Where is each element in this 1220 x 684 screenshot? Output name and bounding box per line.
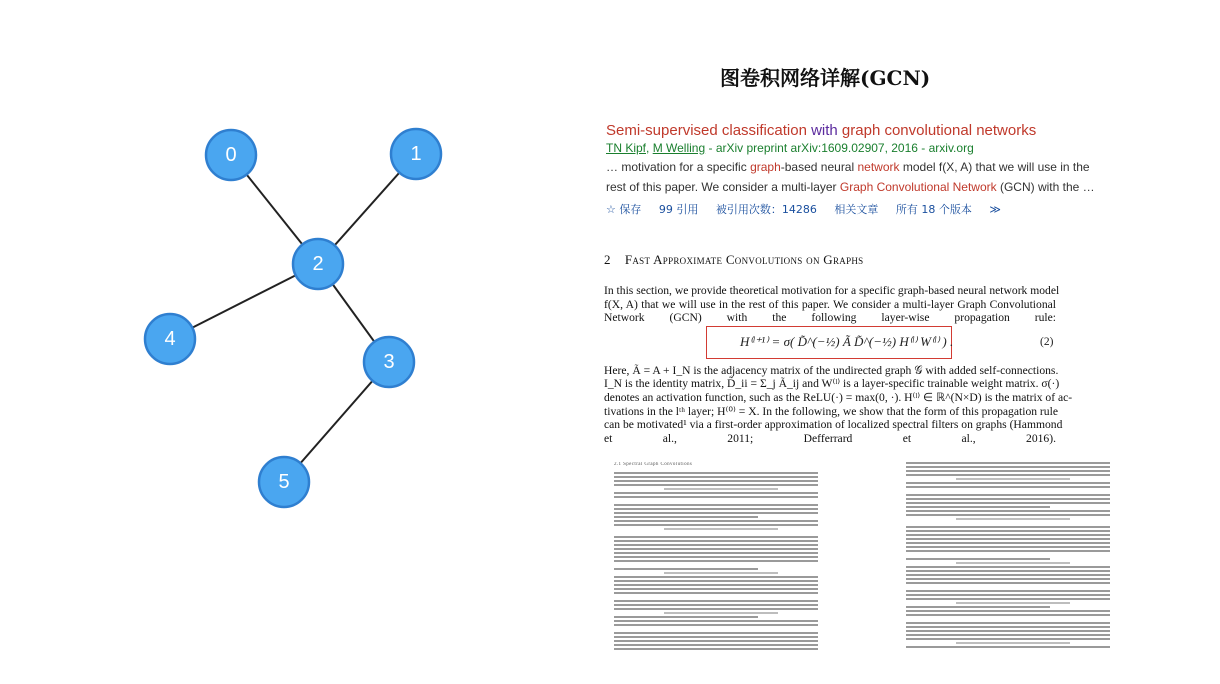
thumbnail-line — [614, 624, 818, 626]
graph-node-label: 0 — [225, 144, 237, 166]
cite-button[interactable]: 99 引用 — [658, 203, 699, 216]
thumbnail-line — [906, 550, 1110, 552]
thumbnail-line — [956, 478, 1070, 480]
thumbnail-line — [614, 584, 818, 586]
graph-node-0 — [206, 130, 256, 180]
thumbnail-line — [956, 562, 1070, 564]
thumbnail-line — [614, 520, 818, 522]
propagation-equation: H⁽ˡ⁺¹⁾ = σ( D̃^(−½) Ã D̃^(−½) H⁽ˡ⁾ W⁽ˡ⁾ ) . — [740, 334, 954, 349]
thumbnail-line — [906, 574, 1110, 576]
thumbnail-line — [906, 558, 1050, 560]
result-source: - arXiv preprint arXiv:1609.02907, 2016 - arxiv.org — [705, 141, 974, 155]
graph-diagram — [0, 0, 600, 684]
result-title-part1[interactable]: Semi-supervised classification — [606, 122, 812, 139]
graph-node-label: 3 — [383, 351, 395, 373]
thumbnail-line — [614, 604, 818, 606]
thumbnail-line — [906, 462, 1110, 464]
graph-node-4 — [145, 314, 195, 364]
thumbnail-line — [906, 594, 1110, 596]
thumbnail-line — [906, 626, 1110, 628]
paragraph-2-line: can be motivated¹ via a first-order approximation of localized spectral filters on graphs (Hammond — [604, 418, 1063, 432]
thumbnail-line — [664, 612, 778, 614]
paper-thumbnail-left — [614, 462, 818, 654]
page-title: 图卷积网络详解(GCN) — [720, 66, 931, 90]
thumbnail-line — [906, 634, 1110, 636]
thumbnail-line — [906, 486, 1110, 488]
section-title: Fast Approximate Convolutions on Graphs — [624, 252, 864, 267]
thumbnail-heading: 2.1 Spectral Graph Convolutions — [614, 462, 693, 467]
thumbnail-line — [906, 466, 1110, 468]
thumbnail-line — [906, 514, 1110, 516]
section-number: 2 — [604, 252, 611, 267]
thumbnail-line — [906, 510, 1110, 512]
paragraph-1-line: Network (GCN) with the following layer-wise propagation rule: — [604, 311, 1056, 325]
result-meta: TN Kipf, M Welling - arXiv preprint arXiv:1609.02907, 2016 - arxiv.org — [606, 141, 974, 155]
thumbnail-line — [614, 484, 818, 486]
thumbnail-line — [614, 556, 818, 558]
paragraph-1-line: f(X, A) that we will use in the rest of this paper. We consider a multi-layer Graph Convolutional — [604, 297, 1056, 311]
snippet-text: -based neural — [780, 160, 858, 174]
thumbnail-line — [614, 544, 818, 546]
thumbnail-line — [906, 474, 1110, 476]
graph-node-label: 2 — [312, 253, 324, 275]
snippet-highlight: Graph Convolutional Network — [839, 180, 997, 194]
snippet-text: rest of this paper. We consider a multi-layer — [606, 180, 840, 194]
thumbnail-line — [906, 590, 1110, 592]
thumbnail-line — [614, 608, 818, 610]
graph-node-label: 5 — [278, 471, 290, 493]
graph-edges — [170, 154, 416, 482]
paper-paragraph-1 — [604, 284, 1060, 325]
thumbnail-line — [614, 648, 818, 650]
paragraph-2-line: tivations in the lᵗʰ layer; H⁽⁰⁾ = X. In the following, we show that the form of this propagation rule — [604, 404, 1058, 418]
thumbnail-line — [614, 640, 818, 642]
thumbnail-line — [906, 638, 1110, 640]
thumbnail-line — [906, 494, 1110, 496]
thumbnail-line — [906, 526, 1110, 528]
thumbnail-line — [956, 642, 1070, 644]
thumbnail-line — [906, 630, 1110, 632]
thumbnail-line — [906, 622, 1110, 624]
thumbnail-line — [906, 606, 1050, 608]
result-title-part2[interactable]: with — [811, 122, 838, 139]
thumbnail-line — [906, 582, 1110, 584]
thumbnail-line — [614, 600, 818, 602]
graph-node-1 — [391, 129, 441, 179]
result-actions — [606, 201, 1076, 217]
thumbnail-line — [906, 482, 1110, 484]
thumbnail-line — [614, 476, 818, 478]
snippet-text: (GCN) with the … — [996, 180, 1095, 194]
thumbnail-line — [614, 568, 758, 570]
paragraph-1-line: In this section, we provide theoretical motivation for a specific graph-based neural network model — [604, 284, 1060, 297]
thumbnail-line — [614, 636, 818, 638]
snippet-text: … motivation for a specific — [606, 160, 751, 174]
thumbnail-line — [614, 588, 818, 590]
thumbnail-line — [906, 530, 1110, 532]
graph-node-label: 4 — [164, 328, 176, 350]
thumbnail-line — [906, 646, 1110, 648]
related-articles-link[interactable]: 相关文章 — [834, 203, 879, 216]
thumbnail-line — [614, 508, 818, 510]
paragraph-2-line: et al., 2011; Defferrard et al., 2016). — [604, 431, 1056, 445]
paragraph-2-line: I_N is the identity matrix, D̃_ii = Σ_j Ã_ij and W⁽ˡ⁾ is a layer-specific trainable weight matrix. σ(·) — [604, 377, 1060, 391]
thumbnail-line — [906, 470, 1110, 472]
thumbnail-line — [906, 546, 1110, 548]
thumbnail-line — [614, 472, 818, 474]
thumbnail-line — [906, 570, 1110, 572]
thumbnail-line — [906, 610, 1110, 612]
author-link-kipf[interactable]: TN Kipf — [606, 141, 647, 155]
thumbnail-line — [614, 620, 818, 622]
thumbnail-line — [614, 580, 818, 582]
graph-node-3 — [364, 337, 414, 387]
thumbnail-line — [664, 488, 778, 490]
paper-thumbnail-right — [906, 462, 1110, 654]
thumbnail-line — [614, 644, 818, 646]
thumbnail-line — [614, 524, 818, 526]
thumbnail-line — [906, 534, 1110, 536]
result-title[interactable] — [606, 122, 1076, 139]
thumbnail-line — [664, 572, 778, 574]
thumbnail-line — [614, 480, 818, 482]
result-title-part3[interactable]: graph convolutional networks — [837, 122, 1037, 139]
thumbnail-line — [906, 578, 1110, 580]
result-snippet-line1 — [606, 159, 1090, 175]
more-icon[interactable]: ≫ — [989, 203, 1001, 216]
result-snippet-line2 — [606, 179, 1095, 195]
snippet-text: model f(X, A) that we will use in the — [899, 160, 1090, 174]
thumbnail-line — [906, 614, 1110, 616]
all-versions-link[interactable]: 所有 18 个版本 — [895, 203, 972, 216]
thumbnail-line — [614, 552, 818, 554]
thumbnail-line — [906, 566, 1110, 568]
thumbnail-text-lines — [906, 462, 1110, 654]
thumbnail-line — [614, 504, 818, 506]
save-button[interactable]: ☆ 保存 — [606, 203, 642, 216]
thumbnail-line — [614, 548, 818, 550]
paper-paragraph-2 — [604, 363, 1073, 446]
thumbnail-line — [614, 540, 818, 542]
thumbnail-line — [906, 498, 1110, 500]
thumbnail-line — [906, 502, 1110, 504]
thumbnail-line — [614, 492, 818, 494]
thumbnail-line — [614, 496, 818, 498]
thumbnail-line — [956, 518, 1070, 520]
thumbnail-line — [956, 602, 1070, 604]
graph-nodes — [145, 129, 441, 507]
thumbnail-line — [906, 538, 1110, 540]
thumbnail-line — [906, 542, 1110, 544]
thumbnail-line — [614, 592, 818, 594]
cited-by-link[interactable]: 被引用次数：14286 — [715, 203, 817, 216]
thumbnail-line — [614, 616, 758, 618]
thumbnail-line — [614, 560, 818, 562]
thumbnail-line — [906, 506, 1050, 508]
thumbnail-line — [614, 512, 818, 514]
paragraph-2-line: denotes an activation function, such as the ReLU(·) = max(0, ·). H⁽ˡ⁾ ∈ ℝ^(N×D) is the matrix of ac- — [604, 390, 1073, 404]
thumbnail-line — [614, 516, 758, 518]
graph-node-2 — [293, 239, 343, 289]
snippet-highlight: graph — [750, 160, 781, 174]
thumbnail-line — [906, 598, 1110, 600]
thumbnail-line — [614, 536, 818, 538]
thumbnail-line — [614, 632, 818, 634]
graph-node-5 — [259, 457, 309, 507]
scholar-result — [606, 122, 1095, 217]
thumbnail-line — [614, 576, 818, 578]
graph-node-label: 1 — [410, 143, 422, 165]
thumbnail-line — [664, 528, 778, 530]
snippet-highlight: network — [857, 160, 900, 174]
paragraph-2-line: Here, Ã = A + I_N is the adjacency matrix of the undirected graph 𝒢 with added self-connections. — [604, 363, 1059, 377]
thumbnail-text-lines — [614, 472, 818, 650]
author-link-welling[interactable]: M Welling — [652, 141, 706, 155]
equation-number: (2) — [1040, 336, 1054, 348]
section-heading — [604, 252, 1056, 268]
